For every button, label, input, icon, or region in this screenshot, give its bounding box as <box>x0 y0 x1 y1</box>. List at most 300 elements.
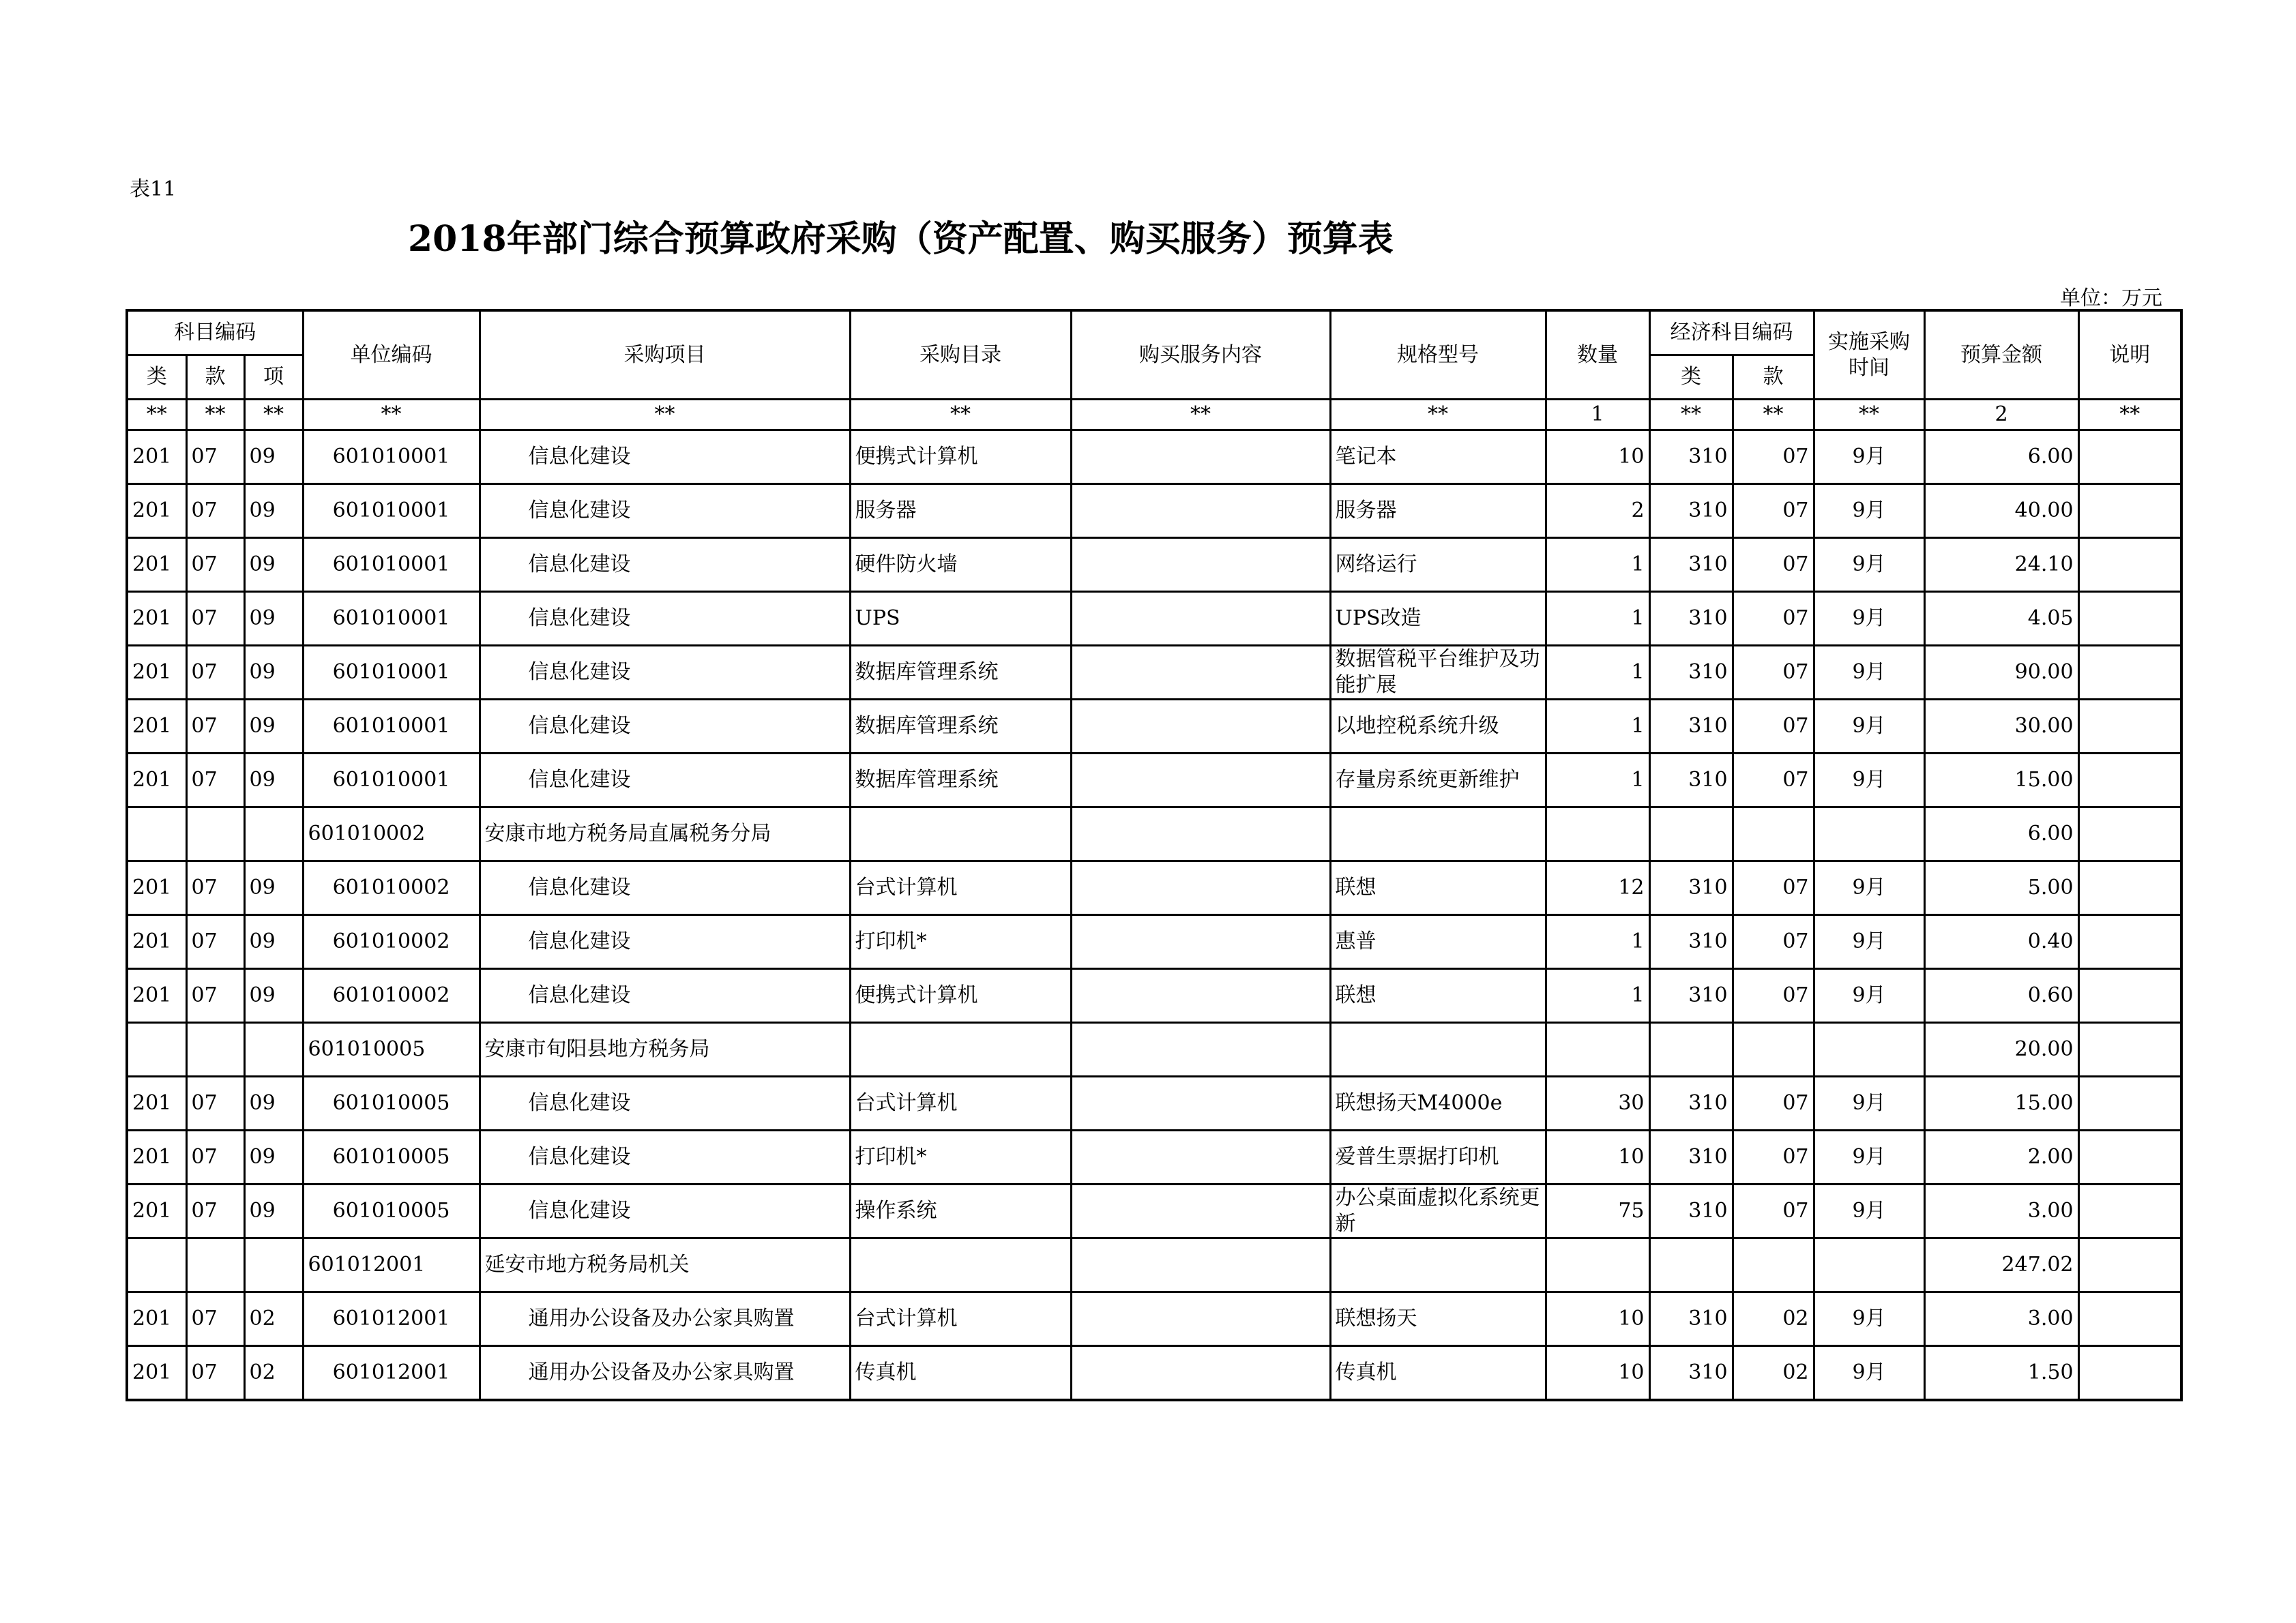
cell-purchase-catalog: UPS <box>850 592 1071 646</box>
cell-note <box>2078 969 2181 1023</box>
cell-xiang: 09 <box>244 1185 303 1238</box>
cell-note <box>2078 915 2181 969</box>
cell-service-content <box>1071 484 1330 538</box>
table-body <box>127 400 2181 1401</box>
cell-xiang: 09 <box>244 915 303 969</box>
cell-impl-time: 9月 <box>1814 484 1924 538</box>
cell-note <box>2078 754 2181 807</box>
cell-kuan <box>186 807 244 861</box>
cell-lei: 201 <box>127 1077 186 1131</box>
cell-econ-lei: 310 <box>1649 484 1733 538</box>
cell-note <box>2078 700 2181 754</box>
cell-budget-amount: 40.00 <box>1924 484 2078 538</box>
cell-budget-amount: 0.60 <box>1924 969 2078 1023</box>
cell-econ-kuan: 07 <box>1733 430 1814 484</box>
cell-xiang: 02 <box>244 1346 303 1401</box>
cell-purchase-catalog: 便携式计算机 <box>850 969 1071 1023</box>
cell-service-content <box>1071 915 1330 969</box>
header-budget-amount: 预算金额 <box>1924 310 2078 400</box>
table-row <box>127 915 2181 969</box>
marker-cell: ** <box>1733 400 1814 430</box>
cell-kuan: 07 <box>186 1077 244 1131</box>
cell-kuan: 07 <box>186 484 244 538</box>
cell-unit-code: 601010002 <box>303 969 480 1023</box>
cell-spec-model: 联想 <box>1330 969 1546 1023</box>
cell-purchase-catalog: 便携式计算机 <box>850 430 1071 484</box>
cell-spec-model: 笔记本 <box>1330 430 1546 484</box>
cell-spec-model <box>1330 1023 1546 1077</box>
cell-lei: 201 <box>127 430 186 484</box>
table-row <box>127 754 2181 807</box>
cell-unit-code: 601010005 <box>303 1185 480 1238</box>
cell-purchase-catalog: 数据库管理系统 <box>850 700 1071 754</box>
cell-service-content <box>1071 1185 1330 1238</box>
marker-cell: 2 <box>1924 400 2078 430</box>
table-row <box>127 861 2181 915</box>
cell-unit-code: 601010005 <box>303 1077 480 1131</box>
cell-econ-lei: 310 <box>1649 969 1733 1023</box>
cell-xiang: 09 <box>244 861 303 915</box>
marker-cell: ** <box>244 400 303 430</box>
cell-unit-code: 601010002 <box>303 807 480 861</box>
marker-cell: ** <box>127 400 186 430</box>
cell-xiang: 09 <box>244 700 303 754</box>
cell-quantity: 1 <box>1546 915 1649 969</box>
cell-note <box>2078 861 2181 915</box>
table-row <box>127 1292 2181 1346</box>
cell-quantity: 10 <box>1546 430 1649 484</box>
cell-purchase-item: 信息化建设 <box>480 1131 850 1185</box>
cell-purchase-catalog: 打印机* <box>850 1131 1071 1185</box>
cell-econ-lei <box>1649 1023 1733 1077</box>
cell-kuan <box>186 1238 244 1292</box>
unit-subtotal-row <box>127 1238 2181 1292</box>
cell-xiang: 09 <box>244 1077 303 1131</box>
cell-lei: 201 <box>127 646 186 700</box>
cell-xiang <box>244 1023 303 1077</box>
marker-cell: ** <box>2078 400 2181 430</box>
cell-impl-time <box>1814 1023 1924 1077</box>
cell-impl-time: 9月 <box>1814 754 1924 807</box>
cell-quantity: 1 <box>1546 592 1649 646</box>
cell-purchase-item: 信息化建设 <box>480 592 850 646</box>
cell-econ-lei: 310 <box>1649 1131 1733 1185</box>
cell-purchase-item: 信息化建设 <box>480 1077 850 1131</box>
cell-purchase-item: 信息化建设 <box>480 915 850 969</box>
marker-cell: ** <box>480 400 850 430</box>
cell-lei: 201 <box>127 1185 186 1238</box>
cell-quantity <box>1546 807 1649 861</box>
cell-kuan <box>186 1023 244 1077</box>
cell-impl-time <box>1814 807 1924 861</box>
cell-impl-time: 9月 <box>1814 592 1924 646</box>
table-row <box>127 592 2181 646</box>
cell-budget-amount: 15.00 <box>1924 1077 2078 1131</box>
header-quantity: 数量 <box>1546 310 1649 400</box>
cell-budget-amount: 6.00 <box>1924 430 2078 484</box>
cell-purchase-catalog <box>850 807 1071 861</box>
cell-service-content <box>1071 1131 1330 1185</box>
cell-econ-lei: 310 <box>1649 592 1733 646</box>
cell-econ-kuan: 07 <box>1733 484 1814 538</box>
table-row <box>127 1131 2181 1185</box>
cell-econ-kuan: 07 <box>1733 538 1814 592</box>
cell-lei: 201 <box>127 754 186 807</box>
cell-purchase-item: 延安市地方税务局机关 <box>480 1238 850 1292</box>
cell-purchase-catalog: 硬件防火墙 <box>850 538 1071 592</box>
cell-econ-lei: 310 <box>1649 754 1733 807</box>
cell-xiang: 09 <box>244 969 303 1023</box>
cell-note <box>2078 1131 2181 1185</box>
cell-service-content <box>1071 1023 1330 1077</box>
cell-unit-code: 601010001 <box>303 700 480 754</box>
cell-unit-code: 601010005 <box>303 1023 480 1077</box>
cell-lei <box>127 1023 186 1077</box>
cell-purchase-catalog: 数据库管理系统 <box>850 754 1071 807</box>
cell-xiang: 09 <box>244 430 303 484</box>
header-note: 说明 <box>2078 310 2181 400</box>
cell-spec-model: 联想 <box>1330 861 1546 915</box>
cell-lei: 201 <box>127 538 186 592</box>
cell-budget-amount: 24.10 <box>1924 538 2078 592</box>
table-row <box>127 1185 2181 1238</box>
table-header <box>127 310 2181 400</box>
cell-purchase-catalog: 台式计算机 <box>850 1292 1071 1346</box>
header-econ-lei: 类 <box>1649 355 1733 400</box>
table-row <box>127 538 2181 592</box>
cell-purchase-catalog: 传真机 <box>850 1346 1071 1401</box>
cell-xiang: 09 <box>244 754 303 807</box>
cell-econ-lei: 310 <box>1649 1292 1733 1346</box>
cell-impl-time: 9月 <box>1814 1077 1924 1131</box>
cell-quantity: 10 <box>1546 1292 1649 1346</box>
cell-unit-code: 601010002 <box>303 915 480 969</box>
budget-table <box>126 309 2183 1401</box>
cell-econ-lei: 310 <box>1649 915 1733 969</box>
cell-spec-model: 联想扬天 <box>1330 1292 1546 1346</box>
cell-purchase-item: 信息化建设 <box>480 861 850 915</box>
cell-quantity: 75 <box>1546 1185 1649 1238</box>
cell-spec-model: 服务器 <box>1330 484 1546 538</box>
cell-impl-time: 9月 <box>1814 861 1924 915</box>
cell-purchase-catalog <box>850 1023 1071 1077</box>
cell-xiang <box>244 1238 303 1292</box>
cell-unit-code: 601012001 <box>303 1346 480 1401</box>
cell-kuan: 07 <box>186 861 244 915</box>
cell-service-content <box>1071 646 1330 700</box>
cell-unit-code: 601010001 <box>303 646 480 700</box>
cell-budget-amount: 5.00 <box>1924 861 2078 915</box>
cell-econ-lei: 310 <box>1649 1185 1733 1238</box>
marker-cell: ** <box>1071 400 1330 430</box>
cell-xiang: 09 <box>244 1131 303 1185</box>
cell-econ-lei: 310 <box>1649 538 1733 592</box>
cell-lei: 201 <box>127 1292 186 1346</box>
cell-econ-kuan: 07 <box>1733 646 1814 700</box>
cell-service-content <box>1071 754 1330 807</box>
cell-econ-kuan: 07 <box>1733 1131 1814 1185</box>
table-row <box>127 1077 2181 1131</box>
cell-econ-kuan: 07 <box>1733 1185 1814 1238</box>
cell-purchase-item: 信息化建设 <box>480 700 850 754</box>
cell-budget-amount: 247.02 <box>1924 1238 2078 1292</box>
cell-spec-model: 传真机 <box>1330 1346 1546 1401</box>
cell-unit-code: 601010001 <box>303 592 480 646</box>
cell-impl-time: 9月 <box>1814 430 1924 484</box>
cell-econ-lei: 310 <box>1649 861 1733 915</box>
cell-quantity: 1 <box>1546 754 1649 807</box>
page-title: 2018年部门综合预算政府采购（资产配置、购买服务）预算表 <box>408 218 1394 260</box>
cell-budget-amount: 90.00 <box>1924 646 2078 700</box>
cell-quantity: 10 <box>1546 1346 1649 1401</box>
cell-econ-kuan: 07 <box>1733 1077 1814 1131</box>
marker-cell: ** <box>186 400 244 430</box>
marker-cell: ** <box>1649 400 1733 430</box>
cell-purchase-catalog: 打印机* <box>850 915 1071 969</box>
cell-econ-lei <box>1649 1238 1733 1292</box>
cell-budget-amount: 2.00 <box>1924 1131 2078 1185</box>
cell-service-content <box>1071 1077 1330 1131</box>
cell-service-content <box>1071 430 1330 484</box>
cell-lei: 201 <box>127 484 186 538</box>
cell-purchase-item: 信息化建设 <box>480 646 850 700</box>
marker-row <box>127 400 2181 430</box>
cell-unit-code: 601012001 <box>303 1292 480 1346</box>
cell-xiang: 09 <box>244 646 303 700</box>
cell-purchase-catalog <box>850 1238 1071 1292</box>
cell-econ-lei <box>1649 807 1733 861</box>
cell-kuan: 07 <box>186 1346 244 1401</box>
cell-budget-amount: 30.00 <box>1924 700 2078 754</box>
cell-purchase-item: 通用办公设备及办公家具购置 <box>480 1346 850 1401</box>
cell-service-content <box>1071 1292 1330 1346</box>
cell-kuan: 07 <box>186 592 244 646</box>
cell-spec-model: 爱普生票据打印机 <box>1330 1131 1546 1185</box>
cell-quantity: 30 <box>1546 1077 1649 1131</box>
header-impl-time: 实施采购时间 <box>1814 310 1924 400</box>
header-purchase-item: 采购项目 <box>480 310 850 400</box>
cell-kuan: 07 <box>186 1185 244 1238</box>
cell-quantity <box>1546 1238 1649 1292</box>
cell-purchase-item: 信息化建设 <box>480 1185 850 1238</box>
cell-spec-model <box>1330 1238 1546 1292</box>
cell-xiang: 09 <box>244 538 303 592</box>
cell-lei: 201 <box>127 1131 186 1185</box>
unit-subtotal-row <box>127 1023 2181 1077</box>
cell-econ-kuan <box>1733 1238 1814 1292</box>
cell-quantity <box>1546 1023 1649 1077</box>
cell-unit-code: 601010001 <box>303 484 480 538</box>
cell-lei <box>127 1238 186 1292</box>
header-kuan: 款 <box>186 355 244 400</box>
cell-purchase-item: 信息化建设 <box>480 754 850 807</box>
cell-econ-lei: 310 <box>1649 1077 1733 1131</box>
cell-kuan: 07 <box>186 430 244 484</box>
cell-quantity: 2 <box>1546 484 1649 538</box>
cell-purchase-item: 信息化建设 <box>480 969 850 1023</box>
cell-purchase-catalog: 服务器 <box>850 484 1071 538</box>
cell-purchase-catalog: 台式计算机 <box>850 861 1071 915</box>
cell-unit-code: 601010001 <box>303 430 480 484</box>
cell-budget-amount: 6.00 <box>1924 807 2078 861</box>
cell-quantity: 1 <box>1546 646 1649 700</box>
cell-econ-kuan: 07 <box>1733 754 1814 807</box>
marker-cell: ** <box>303 400 480 430</box>
cell-econ-kuan: 07 <box>1733 592 1814 646</box>
cell-econ-lei: 310 <box>1649 646 1733 700</box>
cell-service-content <box>1071 807 1330 861</box>
cell-note <box>2078 484 2181 538</box>
cell-econ-lei: 310 <box>1649 700 1733 754</box>
cell-lei <box>127 807 186 861</box>
cell-purchase-item: 信息化建设 <box>480 484 850 538</box>
cell-xiang: 09 <box>244 484 303 538</box>
cell-purchase-catalog: 操作系统 <box>850 1185 1071 1238</box>
table-row <box>127 700 2181 754</box>
cell-note <box>2078 1023 2181 1077</box>
cell-spec-model: 办公桌面虚拟化系统更新 <box>1330 1185 1546 1238</box>
cell-lei: 201 <box>127 915 186 969</box>
cell-impl-time: 9月 <box>1814 700 1924 754</box>
cell-quantity: 1 <box>1546 700 1649 754</box>
table-row <box>127 484 2181 538</box>
table-row <box>127 646 2181 700</box>
cell-budget-amount: 15.00 <box>1924 754 2078 807</box>
cell-service-content <box>1071 1346 1330 1401</box>
header-service-content: 购买服务内容 <box>1071 310 1330 400</box>
header-lei: 类 <box>127 355 186 400</box>
marker-cell: 1 <box>1546 400 1649 430</box>
table-row <box>127 430 2181 484</box>
cell-lei: 201 <box>127 861 186 915</box>
cell-purchase-item: 安康市地方税务局直属税务分局 <box>480 807 850 861</box>
marker-cell: ** <box>1330 400 1546 430</box>
cell-unit-code: 601010005 <box>303 1131 480 1185</box>
cell-impl-time: 9月 <box>1814 915 1924 969</box>
cell-purchase-item: 通用办公设备及办公家具购置 <box>480 1292 850 1346</box>
cell-note <box>2078 1185 2181 1238</box>
cell-budget-amount: 1.50 <box>1924 1346 2078 1401</box>
cell-service-content <box>1071 700 1330 754</box>
cell-unit-code: 601012001 <box>303 1238 480 1292</box>
cell-xiang: 02 <box>244 1292 303 1346</box>
cell-purchase-item: 信息化建设 <box>480 538 850 592</box>
cell-unit-code: 601010001 <box>303 538 480 592</box>
cell-purchase-catalog: 台式计算机 <box>850 1077 1071 1131</box>
cell-purchase-item: 安康市旬阳县地方税务局 <box>480 1023 850 1077</box>
table-row <box>127 1346 2181 1401</box>
cell-lei: 201 <box>127 592 186 646</box>
cell-xiang: 09 <box>244 592 303 646</box>
cell-econ-kuan: 02 <box>1733 1346 1814 1401</box>
cell-kuan: 07 <box>186 754 244 807</box>
cell-purchase-catalog: 数据库管理系统 <box>850 646 1071 700</box>
cell-lei: 201 <box>127 700 186 754</box>
cell-kuan: 07 <box>186 1131 244 1185</box>
cell-budget-amount: 3.00 <box>1924 1292 2078 1346</box>
cell-kuan: 07 <box>186 969 244 1023</box>
cell-spec-model: UPS改造 <box>1330 592 1546 646</box>
cell-quantity: 1 <box>1546 969 1649 1023</box>
header-econ-code: 经济科目编码 <box>1649 310 1814 355</box>
cell-impl-time: 9月 <box>1814 1292 1924 1346</box>
cell-impl-time: 9月 <box>1814 1346 1924 1401</box>
cell-kuan: 07 <box>186 538 244 592</box>
cell-impl-time: 9月 <box>1814 538 1924 592</box>
cell-spec-model: 以地控税系统升级 <box>1330 700 1546 754</box>
cell-econ-kuan: 02 <box>1733 1292 1814 1346</box>
cell-xiang <box>244 807 303 861</box>
header-unit-code: 单位编码 <box>303 310 480 400</box>
cell-purchase-item: 信息化建设 <box>480 430 850 484</box>
header-spec-model: 规格型号 <box>1330 310 1546 400</box>
cell-impl-time: 9月 <box>1814 1185 1924 1238</box>
cell-impl-time <box>1814 1238 1924 1292</box>
cell-econ-lei: 310 <box>1649 1346 1733 1401</box>
header-subject-code: 科目编码 <box>127 310 303 355</box>
cell-service-content <box>1071 861 1330 915</box>
header-xiang: 项 <box>244 355 303 400</box>
cell-budget-amount: 0.40 <box>1924 915 2078 969</box>
cell-econ-kuan <box>1733 807 1814 861</box>
table-number-label: 表11 <box>130 177 177 201</box>
cell-service-content <box>1071 969 1330 1023</box>
cell-kuan: 07 <box>186 646 244 700</box>
cell-note <box>2078 807 2181 861</box>
cell-econ-kuan: 07 <box>1733 969 1814 1023</box>
cell-econ-lei: 310 <box>1649 430 1733 484</box>
cell-impl-time: 9月 <box>1814 646 1924 700</box>
cell-spec-model: 存量房系统更新维护 <box>1330 754 1546 807</box>
cell-kuan: 07 <box>186 700 244 754</box>
cell-service-content <box>1071 1238 1330 1292</box>
cell-econ-kuan: 07 <box>1733 915 1814 969</box>
cell-spec-model: 网络运行 <box>1330 538 1546 592</box>
cell-note <box>2078 646 2181 700</box>
cell-spec-model: 惠普 <box>1330 915 1546 969</box>
cell-spec-model: 联想扬天M4000e <box>1330 1077 1546 1131</box>
unit-subtotal-row <box>127 807 2181 861</box>
cell-budget-amount: 4.05 <box>1924 592 2078 646</box>
cell-note <box>2078 592 2181 646</box>
marker-cell: ** <box>850 400 1071 430</box>
cell-unit-code: 601010001 <box>303 754 480 807</box>
cell-impl-time: 9月 <box>1814 969 1924 1023</box>
header-econ-kuan: 款 <box>1733 355 1814 400</box>
cell-note <box>2078 1077 2181 1131</box>
cell-quantity: 1 <box>1546 538 1649 592</box>
cell-econ-kuan: 07 <box>1733 861 1814 915</box>
unit-label: 单位：万元 <box>2060 286 2162 310</box>
cell-kuan: 07 <box>186 915 244 969</box>
cell-service-content <box>1071 592 1330 646</box>
cell-note <box>2078 430 2181 484</box>
cell-unit-code: 601010002 <box>303 861 480 915</box>
cell-lei: 201 <box>127 969 186 1023</box>
marker-cell: ** <box>1814 400 1924 430</box>
cell-quantity: 10 <box>1546 1131 1649 1185</box>
cell-note <box>2078 1292 2181 1346</box>
cell-note <box>2078 538 2181 592</box>
header-purchase-catalog: 采购目录 <box>850 310 1071 400</box>
cell-note <box>2078 1346 2181 1401</box>
cell-spec-model: 数据管税平台维护及功能扩展 <box>1330 646 1546 700</box>
cell-kuan: 07 <box>186 1292 244 1346</box>
cell-impl-time: 9月 <box>1814 1131 1924 1185</box>
cell-note <box>2078 1238 2181 1292</box>
cell-service-content <box>1071 538 1330 592</box>
cell-spec-model <box>1330 807 1546 861</box>
